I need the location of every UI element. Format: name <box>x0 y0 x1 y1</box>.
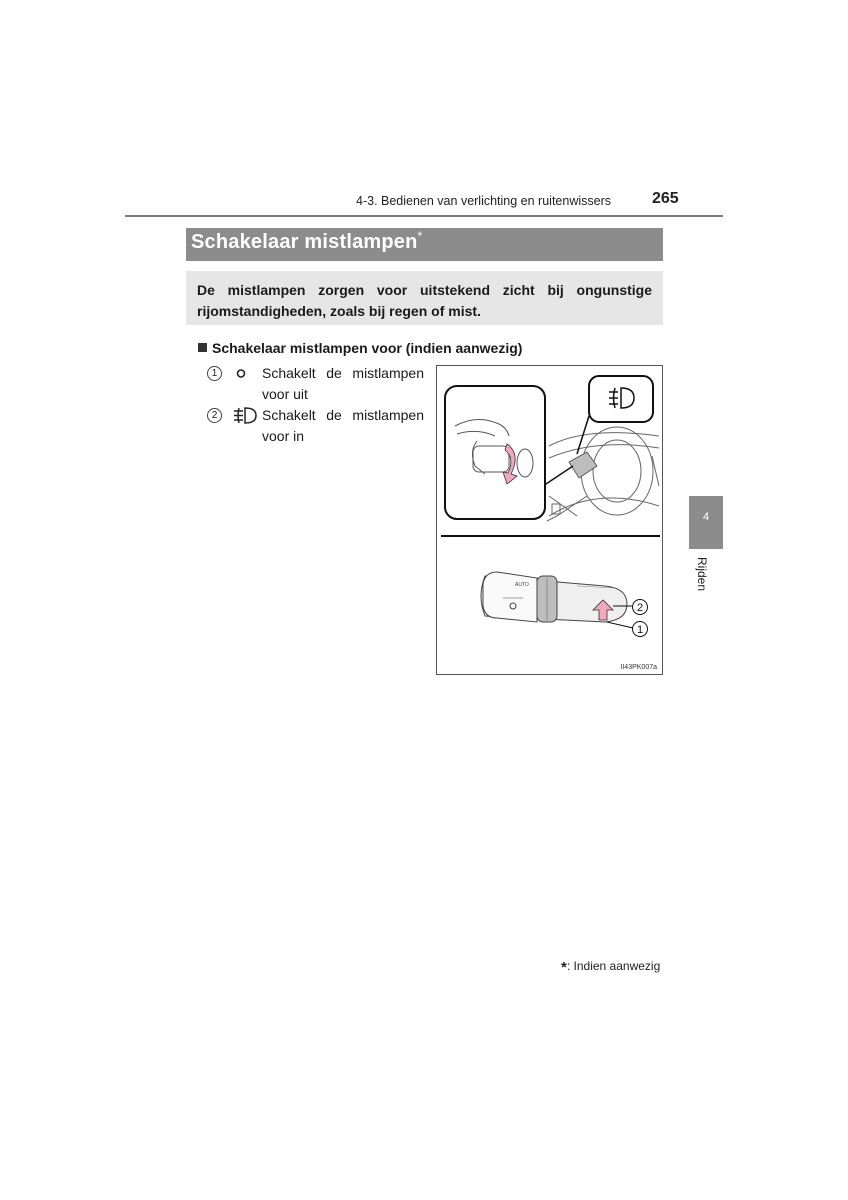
subheading <box>198 340 522 356</box>
section-title-mark: * <box>417 229 423 243</box>
svg-text:2: 2 <box>636 602 644 614</box>
item-number: 2 <box>207 408 222 423</box>
list-item <box>207 405 424 447</box>
footnote-text: : Indien aanwezig <box>566 959 661 973</box>
item-number: 1 <box>207 366 222 381</box>
front-fog-lamp-icon <box>231 405 259 426</box>
item-description: Schakelt de mistlampen voor in <box>262 407 424 444</box>
square-bullet-icon <box>198 343 207 352</box>
svg-text:AUTO: AUTO <box>515 582 529 588</box>
callout-2 <box>633 600 648 615</box>
footnote <box>561 959 660 976</box>
dashboard-illustration <box>547 427 659 521</box>
page-header-section: 4-3. Bedienen van verlichting en ruitenwissers <box>356 194 611 208</box>
chapter-label: Rijden <box>695 557 709 592</box>
section-title-bar <box>186 228 663 261</box>
section-title <box>191 231 422 254</box>
list-item <box>207 363 424 405</box>
off-circle-icon <box>231 363 259 384</box>
callout-1 <box>633 622 648 637</box>
header-rule <box>125 215 723 217</box>
svg-text:1: 1 <box>636 624 644 636</box>
page-number: 265 <box>652 190 679 207</box>
section-title-text: Schakelaar mistlampen <box>191 231 418 253</box>
intro-box <box>186 271 663 325</box>
intro-text: De mistlampen zorgen voor uitstekend zicht bij ongunstige rijomstandigheden, zoals bij regen of mist. <box>197 282 652 319</box>
item-description: Schakelt de mistlampen voor uit <box>262 365 424 402</box>
subheading-text: Schakelaar mistlampen voor (indien aanwezig) <box>212 340 523 356</box>
chapter-side-tab[interactable] <box>689 496 723 549</box>
illustration-figure <box>436 365 663 675</box>
figure-id: II43PK007a <box>620 664 657 671</box>
chapter-number: 4 <box>702 511 710 523</box>
footnote-mark: * <box>561 959 567 976</box>
